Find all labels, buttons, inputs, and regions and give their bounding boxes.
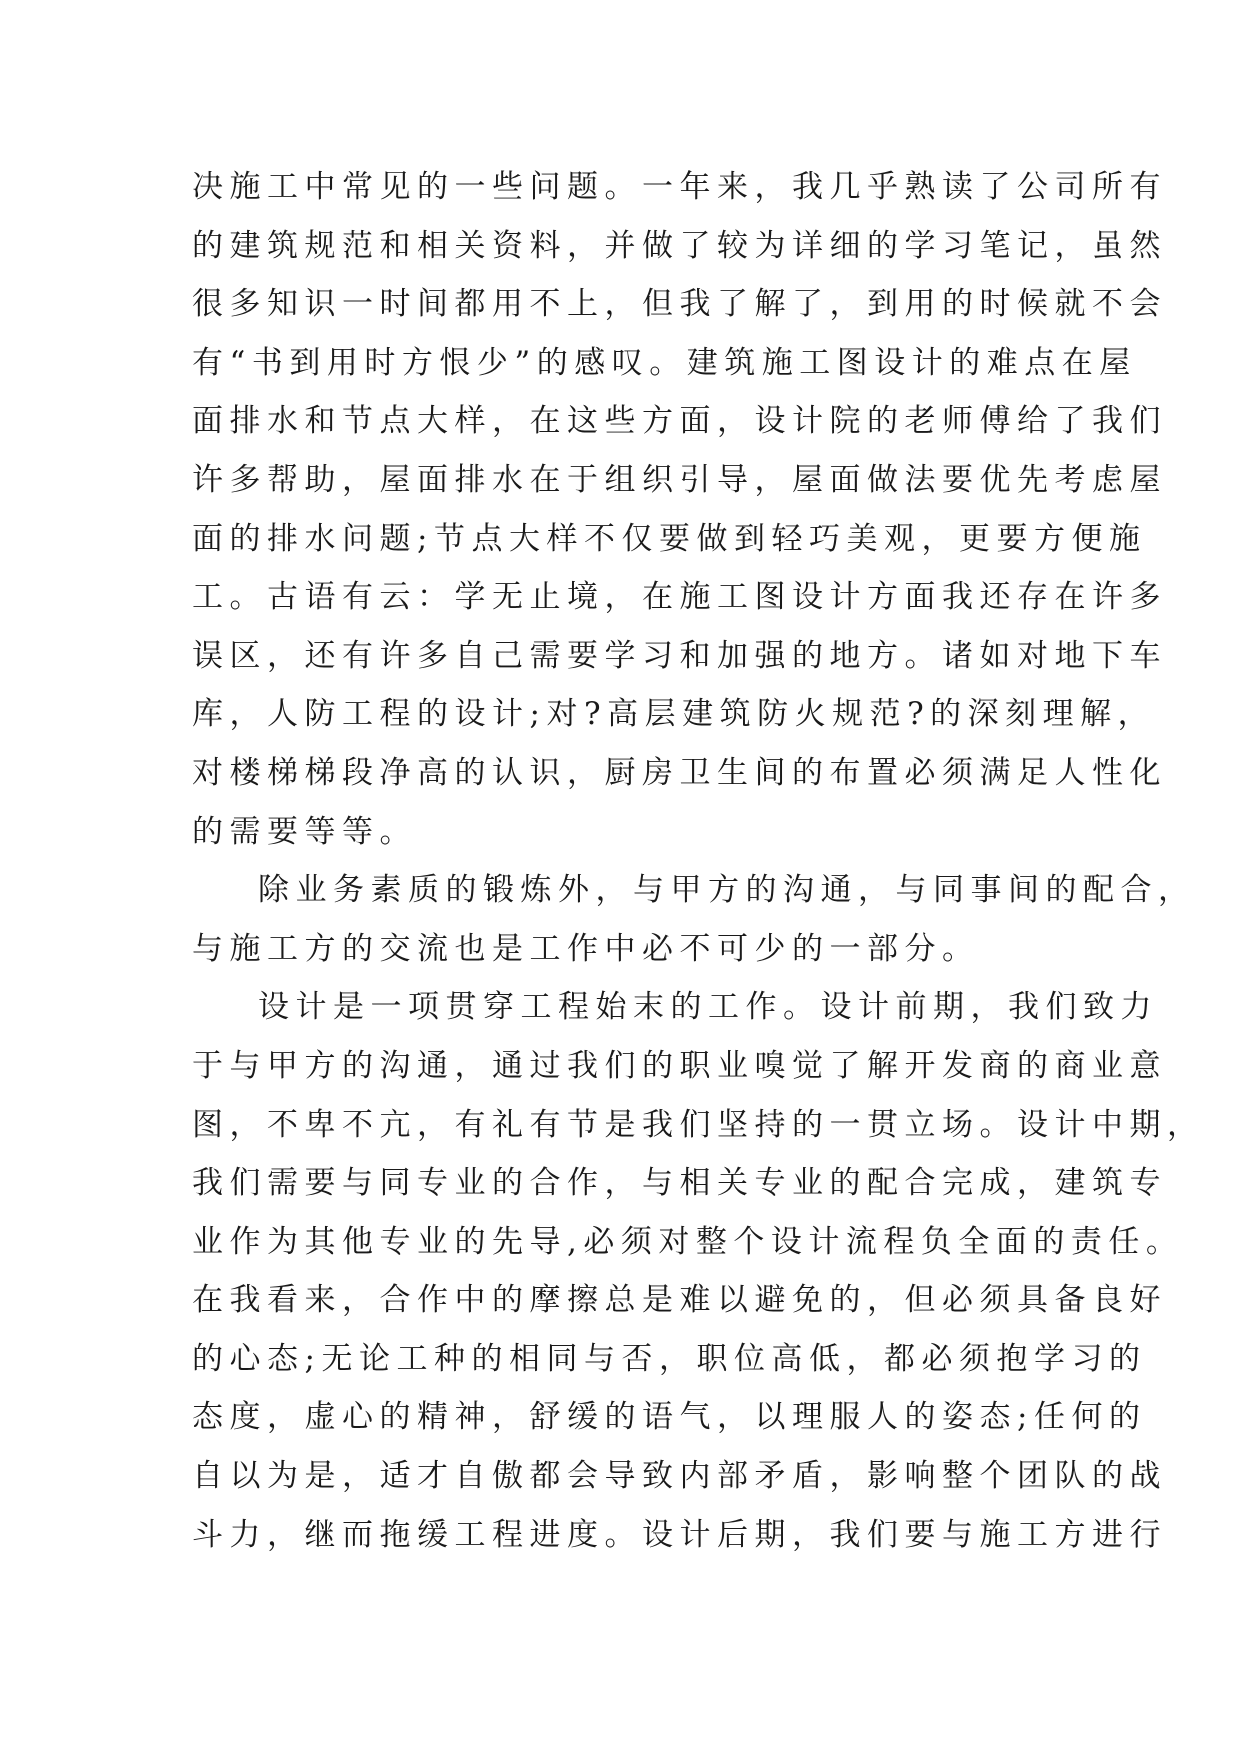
text-line: 与施工方的交流也是工作中必不可少的一部分。 [192,930,980,967]
text-line: 库，人防工程的设计;对?高层建筑防火规范?的深刻理解， [192,696,1156,733]
text-line: 误区，还有许多自己需要学习和加强的地方。诸如对地下车 [192,637,1167,674]
text-line: 业作为其他专业的先导,必须对整个设计流程负全面的责任。 [192,1223,1184,1260]
text-line: 斗力，继而拖缓工程进度。设计后期，我们要与施工方进行 [192,1516,1167,1553]
text-line: 有“书到用时方恨少”的感叹。建筑施工图设计的难点在屋 [192,344,1137,381]
text-line: 许多帮助，屋面排水在于组织引导，屋面做法要优先考虑屋 [192,461,1167,498]
text-line: 对楼梯梯段净高的认识，厨房卫生间的布置必须满足人性化 [192,754,1167,791]
text-line: 面排水和节点大样，在这些方面，设计院的老师傅给了我们 [192,403,1167,440]
text-line: 自以为是，适才自傲都会导致内部矛盾，影响整个团队的战 [192,1458,1167,1495]
text-line: 面的排水问题;节点大样不仅要做到轻巧美观，更要方便施 [192,520,1147,557]
text-line: 的需要等等。 [192,813,417,850]
text-line: 于与甲方的沟通，通过我们的职业嗅觉了解开发商的商业意 [192,1047,1167,1084]
text-line: 的建筑规范和相关资料，并做了较为详细的学习笔记，虽然 [192,227,1167,264]
paragraph-first-line: 除业务素质的锻炼外，与甲方的沟通，与同事间的配合， [258,872,1196,909]
text-line: 图，不卑不亢，有礼有节是我们坚持的一贯立场。设计中期， [192,1106,1205,1143]
text-line: 态度，虚心的精神，舒缓的语气，以理服人的姿态;任何的 [192,1399,1147,1436]
body-text [192,158,1205,1564]
text-line: 我们需要与同专业的合作，与相关专业的配合完成，建筑专 [192,1165,1167,1202]
text-line: 决施工中常见的一些问题。一年来，我几乎熟读了公司所有 [192,169,1167,205]
text-line: 很多知识一时间都用不上，但我了解了，到用的时候就不会 [192,286,1167,323]
text-line: 的心态;无论工种的相同与否，职位高低，都必须抱学习的 [192,1340,1147,1377]
text-line: 工。古语有云：学无止境，在施工图设计方面我还存在许多 [192,579,1167,616]
paragraph-first-line: 设计是一项贯穿工程始末的工作。设计前期，我们致力 [258,989,1158,1026]
text-line: 在我看来，合作中的摩擦总是难以避免的，但必须具备良好 [192,1282,1167,1319]
